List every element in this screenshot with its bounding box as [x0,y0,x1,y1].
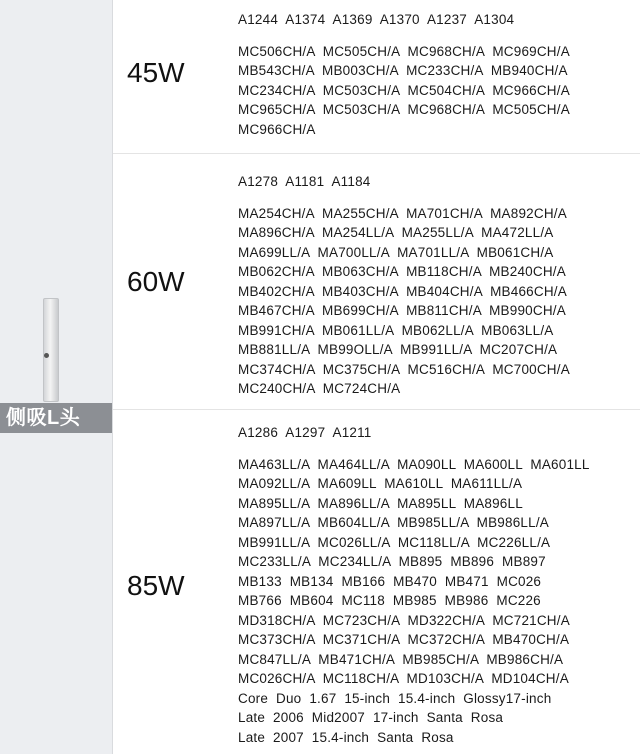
part-line: MA897LL/A MB604LL/A MB985LL/A MB986LL/A [238,515,549,530]
part-line: MB991LL/A MC026LL/A MC118LL/A MC226LL/A [238,534,551,550]
part-line: MB543CH/A MB003CH/A MC233CH/A MB940CH/A [238,63,568,78]
part-line: MC847LL/A MB471CH/A MB985CH/A MB986CH/A [238,651,564,667]
part-numbers [238,42,636,140]
connector-indicator-dot [44,353,49,358]
wattage-label: 45W [127,57,185,88]
connector-sidebar [0,0,113,754]
model-codes: A1278 A1181 A1184 [238,174,371,189]
part-line: MB402CH/A MB403CH/A MB404CH/A MB466CH/A [238,283,567,299]
part-line: MA092LL/A MA609LL MA610LL MA611LL/A [238,476,523,491]
model-list [238,423,636,747]
l-connector-plug-icon [43,298,59,402]
part-line: MB467CH/A MB699CH/A MB811CH/A MB990CH/A [238,303,566,318]
part-line: MC233LL/A MC234LL/A MB895 MB896 MB897 [238,554,546,569]
wattage-label: 60W [127,266,185,297]
part-line: MA463LL/A MA464LL/A MA090LL MA600LL MA601LL [238,456,590,472]
section-85w [113,410,640,754]
part-line: MC966CH/A [238,121,316,137]
part-line: MC373CH/A MC371CH/A MC372CH/A MB470CH/A [238,632,570,647]
part-line: MC374CH/A MC375CH/A MC516CH/A MC700CH/A [238,361,570,377]
part-line: MB881LL/A MB99OLL/A MB991LL/A MC207CH/A [238,342,558,357]
part-line: MA895LL/A MA896LL/A MA895LL MA896LL [238,495,523,511]
wattage-label: 85W [127,570,185,601]
part-line: MC965CH/A MC503CH/A MC968CH/A MC505CH/A [238,102,570,117]
part-numbers [238,204,636,399]
part-line: MB062CH/A MB063CH/A MB118CH/A MB240CH/A [238,264,566,279]
part-line: Late 2006 Mid2007 17-inch Santa Rosa [238,710,504,725]
section-45w [113,0,640,154]
model-list [238,10,636,139]
part-line: Late 2007 15.4-inch Santa Rosa [238,729,454,745]
part-line: MC234CH/A MC503CH/A MC504CH/A MC966CH/A [238,82,570,98]
part-line: MB133 MB134 MB166 MB470 MB471 MC026 [238,573,542,589]
part-line: MC506CH/A MC505CH/A MC968CH/A MC969CH/A [238,43,570,59]
part-line: MA699LL/A MA700LL/A MA701LL/A MB061CH/A [238,244,554,260]
part-line: MA896CH/A MA254LL/A MA255LL/A MA472LL/A [238,225,554,240]
model-codes: A1244 A1374 A1369 A1370 A1237 A1304 [238,12,515,27]
connector-type-label: 侧吸L头 [0,403,112,433]
part-line: MD318CH/A MC723CH/A MD322CH/A MC721CH/A [238,612,570,628]
part-numbers [238,455,636,748]
part-line: MA254CH/A MA255CH/A MA701CH/A MA892CH/A [238,205,567,221]
part-line: MB766 MB604 MC118 MB985 MB986 MC226 [238,593,541,608]
section-60w [113,154,640,410]
model-codes: A1286 A1297 A1211 [238,425,372,440]
part-line: Core Duo 1.67 15-inch 15.4-inch Glossy17-inch [238,690,552,706]
part-line: MC026CH/A MC118CH/A MD103CH/A MD104CH/A [238,671,569,686]
part-line: MB991CH/A MB061LL/A MB062LL/A MB063LL/A [238,322,554,338]
part-line: MC240CH/A MC724CH/A [238,381,401,396]
model-list [238,172,636,399]
